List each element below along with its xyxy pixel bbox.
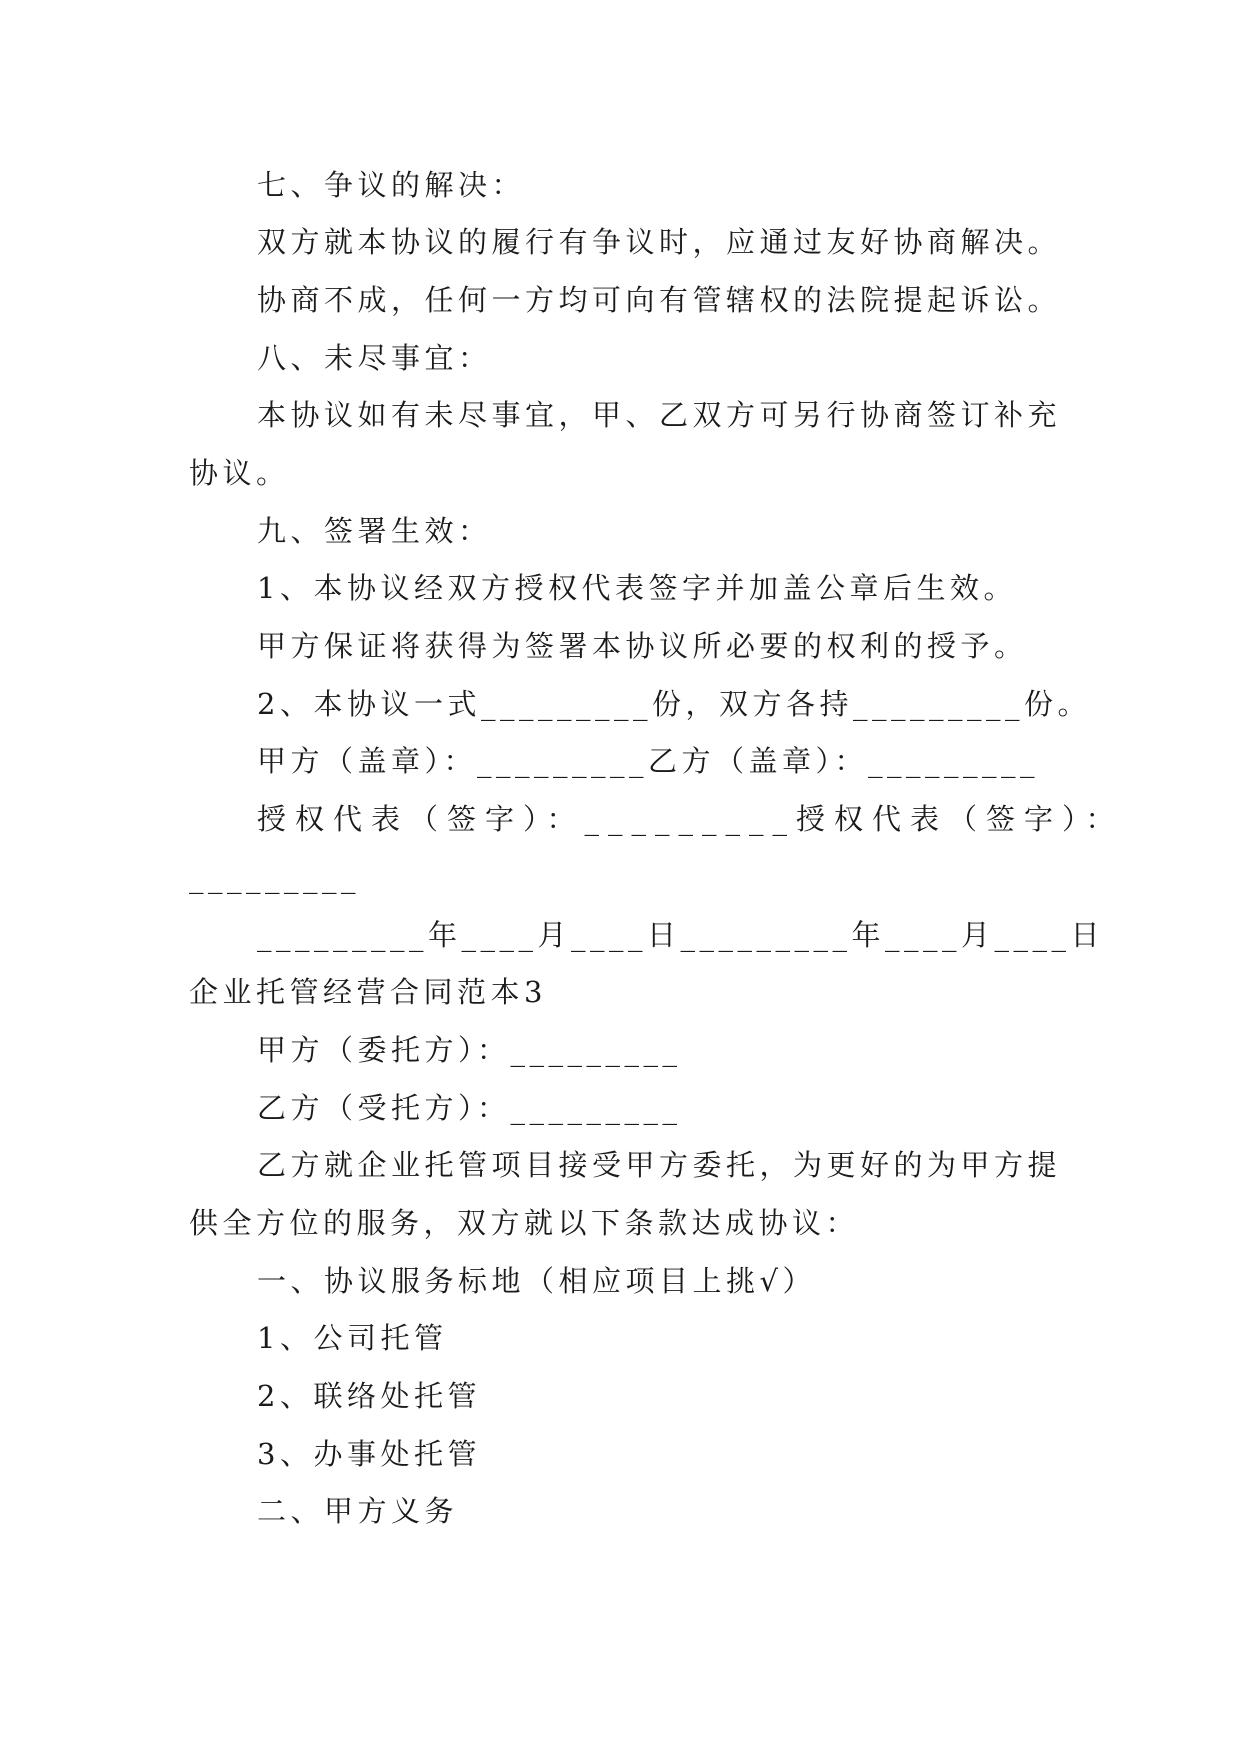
- party-a-line: 甲方（委托方）：_________: [257, 1033, 682, 1067]
- signature-line: 授权代表（签字）：_________授权代表（签字）：: [257, 802, 1124, 836]
- section-heading-obligations: 二、甲方义务: [257, 1494, 459, 1528]
- paragraph-line: 本协议如有未尽事宜，甲、乙双方可另行协商签订补充: [257, 398, 1062, 432]
- paragraph-line: 甲方保证将获得为签署本协议所必要的权利的授予。: [257, 629, 1028, 663]
- copies-line: 2、本协议一式_________份，双方各持_________份。: [257, 687, 1091, 721]
- paragraph-line: 协议。: [189, 456, 290, 490]
- section-heading-effective: 九、签署生效：: [257, 514, 492, 548]
- signature-blank: _________: [189, 860, 360, 894]
- section-heading-misc: 八、未尽事宜：: [257, 341, 492, 375]
- date-line: _________年____月____日_________年____月____日: [257, 918, 1105, 952]
- paragraph-line: 乙方就企业托管项目接受甲方委托，为更好的为甲方提: [257, 1148, 1062, 1182]
- list-item: 2、联络处托管: [257, 1379, 481, 1413]
- seal-line: 甲方（盖章）：_________乙方（盖章）：_________: [257, 744, 1040, 778]
- document-title: 企业托管经营合同范本3: [189, 975, 547, 1009]
- paragraph-line: 双方就本协议的履行有争议时，应通过友好协商解决。: [257, 225, 1062, 259]
- list-item: 1、公司托管: [257, 1321, 448, 1355]
- paragraph-line: 1、本协议经双方授权代表签字并加盖公章后生效。: [257, 571, 1017, 605]
- paragraph-line: 供全方位的服务，双方就以下条款达成协议：: [189, 1206, 860, 1240]
- paragraph-line: 协商不成，任何一方均可向有管辖权的法院提起诉讼。: [257, 283, 1062, 317]
- section-heading-dispute: 七、争议的解决：: [257, 168, 526, 202]
- list-item: 3、办事处托管: [257, 1437, 481, 1471]
- party-b-line: 乙方（受托方）：_________: [257, 1091, 682, 1125]
- section-heading-scope: 一、协议服务标地（相应项目上挑√）: [257, 1264, 816, 1298]
